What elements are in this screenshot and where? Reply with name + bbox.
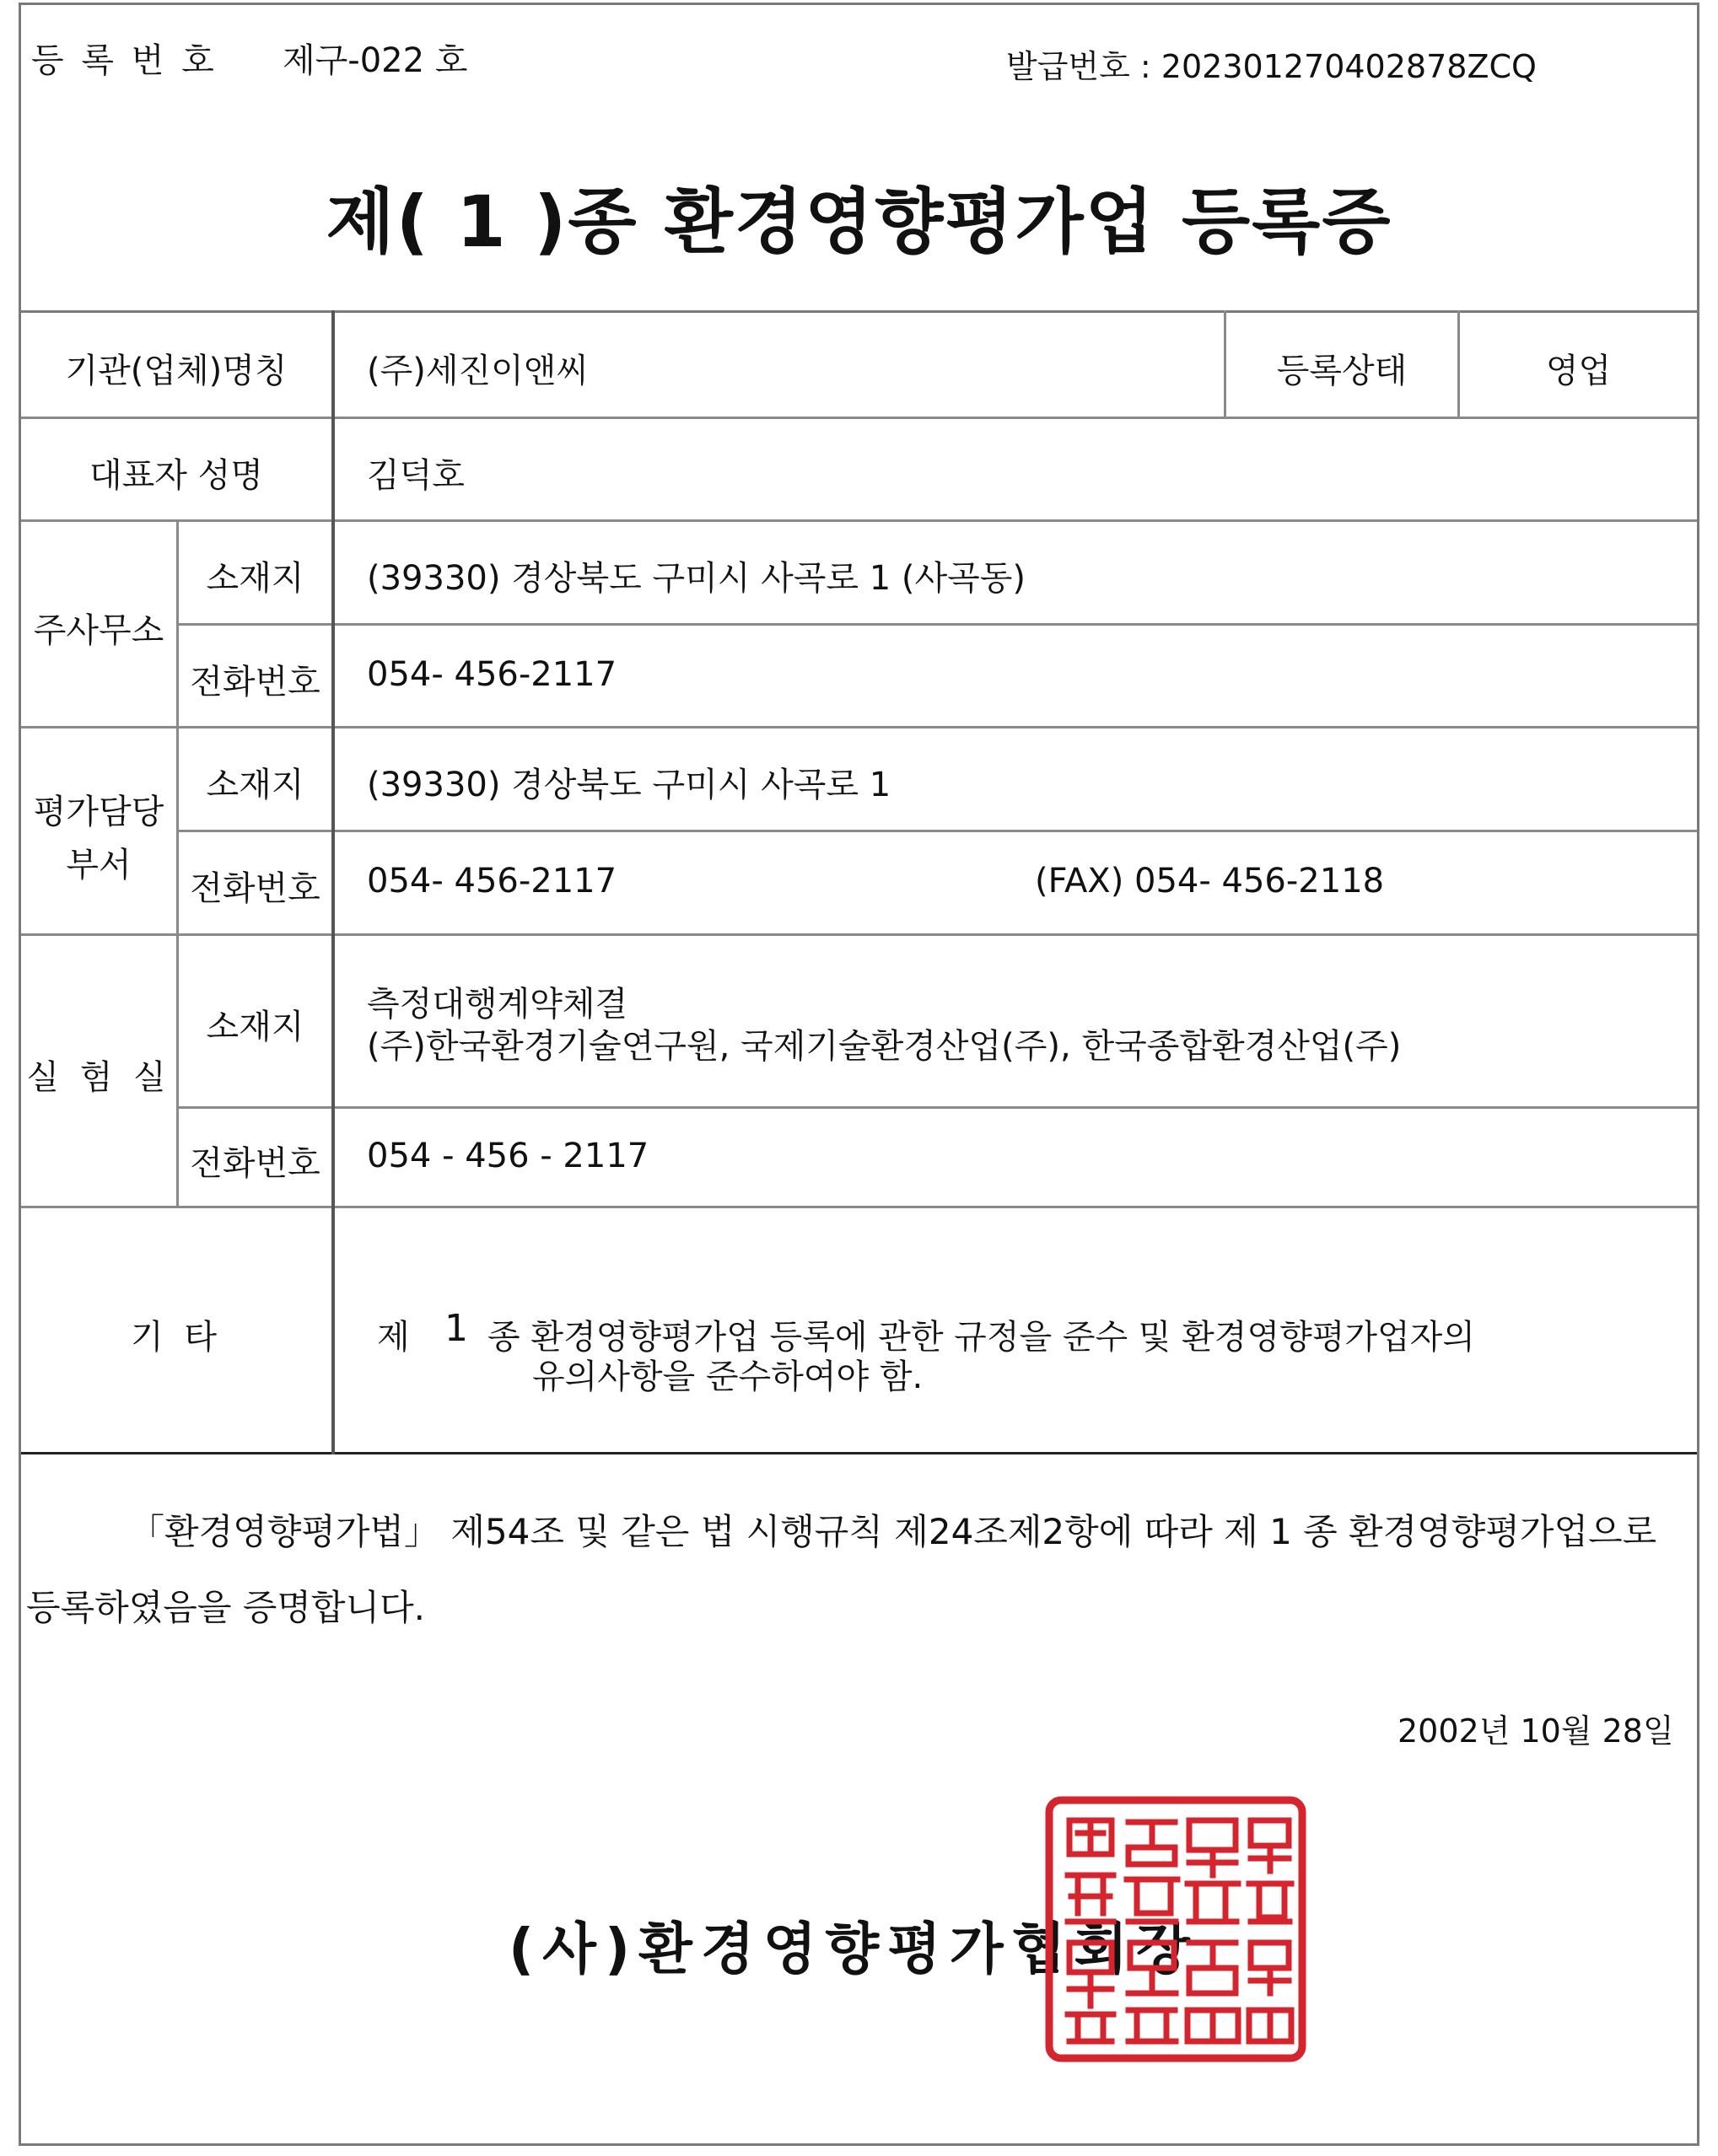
issue-date: 2002년 10월 28일 (1398, 1712, 1674, 1750)
registration-label: 등 록 번 호 (31, 41, 218, 80)
row-divider (176, 1106, 1697, 1109)
etc-number: 1 (444, 1307, 468, 1350)
org-name: (주)세진이앤씨 (367, 352, 590, 390)
org-name-label: 기관(업체)명칭 (65, 352, 288, 390)
row-divider (21, 1206, 1697, 1208)
row-divider (21, 519, 1697, 522)
status-value: 영업 (1545, 352, 1612, 390)
lab-label: 실 험 실 (26, 1058, 171, 1097)
row-divider (21, 417, 1697, 419)
row-divider (21, 933, 1697, 936)
lab-address (367, 983, 1401, 1067)
head-office-address: (39330) 경상북도 구미시 사곡로 1 (사곡동) (367, 559, 1026, 598)
table-bottom-border (21, 1452, 1697, 1454)
head-office-label: 주사무소 (33, 611, 164, 650)
dept-phone: 054- 456-2117 (367, 862, 617, 901)
dept-phone-label: 전화번호 (190, 869, 320, 908)
row-divider (176, 830, 1697, 832)
row-divider (176, 623, 1697, 626)
etc-line2: 유의사항을 준수하여야 함. (532, 1358, 924, 1396)
representative-label: 대표자 성명 (89, 456, 263, 495)
dept-fax: (FAX) 054- 456-2118 (1035, 862, 1385, 901)
dept-label-line2: 부서 (66, 846, 132, 884)
status-label: 등록상태 (1276, 352, 1408, 390)
head-office-phone: 054- 456-2117 (367, 655, 617, 694)
lab-phone-label: 전화번호 (190, 1144, 320, 1183)
statement-line2: 등록하였음을 증명합니다. (26, 1587, 425, 1628)
column-divider (331, 310, 335, 1454)
row-divider (21, 726, 1697, 729)
issue-number: 발급번호 : 2023012704028​78ZCQ (1006, 48, 1537, 85)
statement-line1: 「환경영향평가법」 제54조 및 같은 법 시행규칙 제24조제2항에 따라 제 1 종 환경영향평가업으로 (129, 1511, 1657, 1552)
head-office-phone-label: 전화번호 (190, 663, 320, 702)
lab-address-line2: (주)한국환경기술연구원, 국제기술환경산업(주), 한국종합환경산업(주) (367, 1027, 1402, 1066)
etc-label: 기 타 (131, 1318, 222, 1357)
lab-address-line1: 측정대행계약체결 (367, 985, 628, 1024)
representative-name: 김덕호 (367, 456, 465, 495)
dept-label: 평가담당 (33, 793, 164, 831)
table-top-border (21, 310, 1697, 313)
head-office-address-label: 소재지 (206, 559, 304, 598)
official-seal (1044, 1795, 1307, 2063)
certificate-frame (19, 3, 1699, 2146)
etc-prefix: 제 (377, 1318, 410, 1357)
lab-address-label: 소재지 (206, 1008, 304, 1046)
seal-glyphs (1068, 1820, 1291, 2041)
registration-number: 제구-022 호 (283, 41, 468, 80)
etc-line1: 종 환경영향평가업 등록에 관한 규정을 준수 및 환경영향평가업자의 (487, 1318, 1475, 1357)
issuer-signature: (사)환경영향평가협회장 (509, 1917, 1198, 1981)
dept-address: (39330) 경상북도 구미시 사곡로 1 (367, 766, 891, 804)
certificate-title: 제( 1 )종 환경영향평가업 등록증 (326, 180, 1392, 263)
lab-phone: 054 - 456 - 2117 (367, 1137, 649, 1175)
seal-border (1049, 1800, 1302, 2058)
dept-address-label: 소재지 (206, 766, 304, 804)
